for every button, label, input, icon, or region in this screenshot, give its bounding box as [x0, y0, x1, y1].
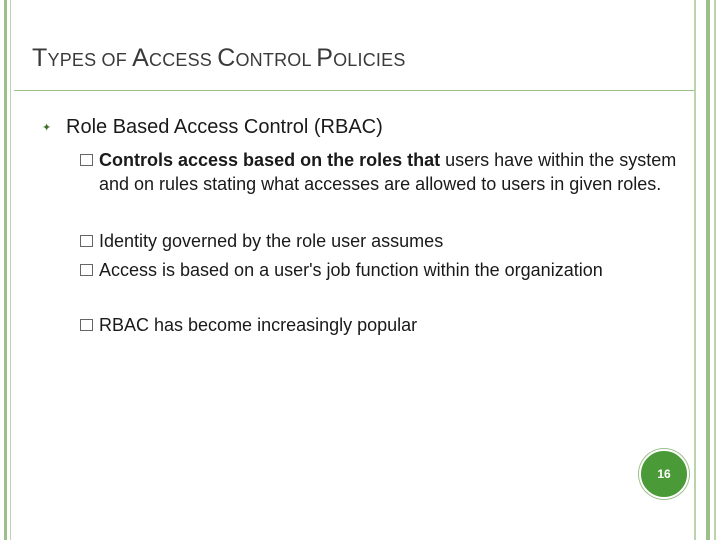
subbullet-item: [80, 148, 680, 196]
slide-title: TYPES OF ACCESS CONTROL POLICIES: [32, 44, 406, 72]
checkbox-bullet-icon: [80, 264, 93, 276]
subbullet-item: [80, 229, 680, 253]
title-divider: [14, 90, 694, 91]
checkbox-bullet-icon: [80, 154, 93, 166]
subbullet-text: RBAC has become increasingly popular: [99, 315, 418, 335]
page-number: 16: [657, 467, 671, 481]
checkbox-bullet-icon: [80, 235, 93, 247]
page-number-badge: [639, 449, 689, 499]
left-border-line: [4, 0, 7, 540]
right-border-line: [706, 0, 710, 540]
right-border-line-outer: [714, 0, 716, 540]
subbullet-text: Access is based on a user's job function within the organization: [99, 260, 603, 280]
subbullet-text: users have within the system and on rules stating what accesses are allowed to users in given roles.: [99, 150, 677, 194]
checkbox-bullet-icon: [80, 319, 93, 331]
left-border-line-thin: [10, 0, 11, 540]
subbullet-item: [80, 258, 680, 282]
right-border-line-thin: [694, 0, 696, 540]
level1-bullet-text: Role Based Access Control (RBAC): [66, 116, 383, 138]
level1-bullet: [42, 114, 682, 141]
subbullet-bold-text: Controls access based on the roles that: [99, 150, 441, 170]
subbullet-item: [80, 313, 680, 337]
leaf-bullet-icon: ✦: [42, 122, 52, 134]
subbullet-text: Identity governed by the role user assumes: [99, 231, 444, 251]
